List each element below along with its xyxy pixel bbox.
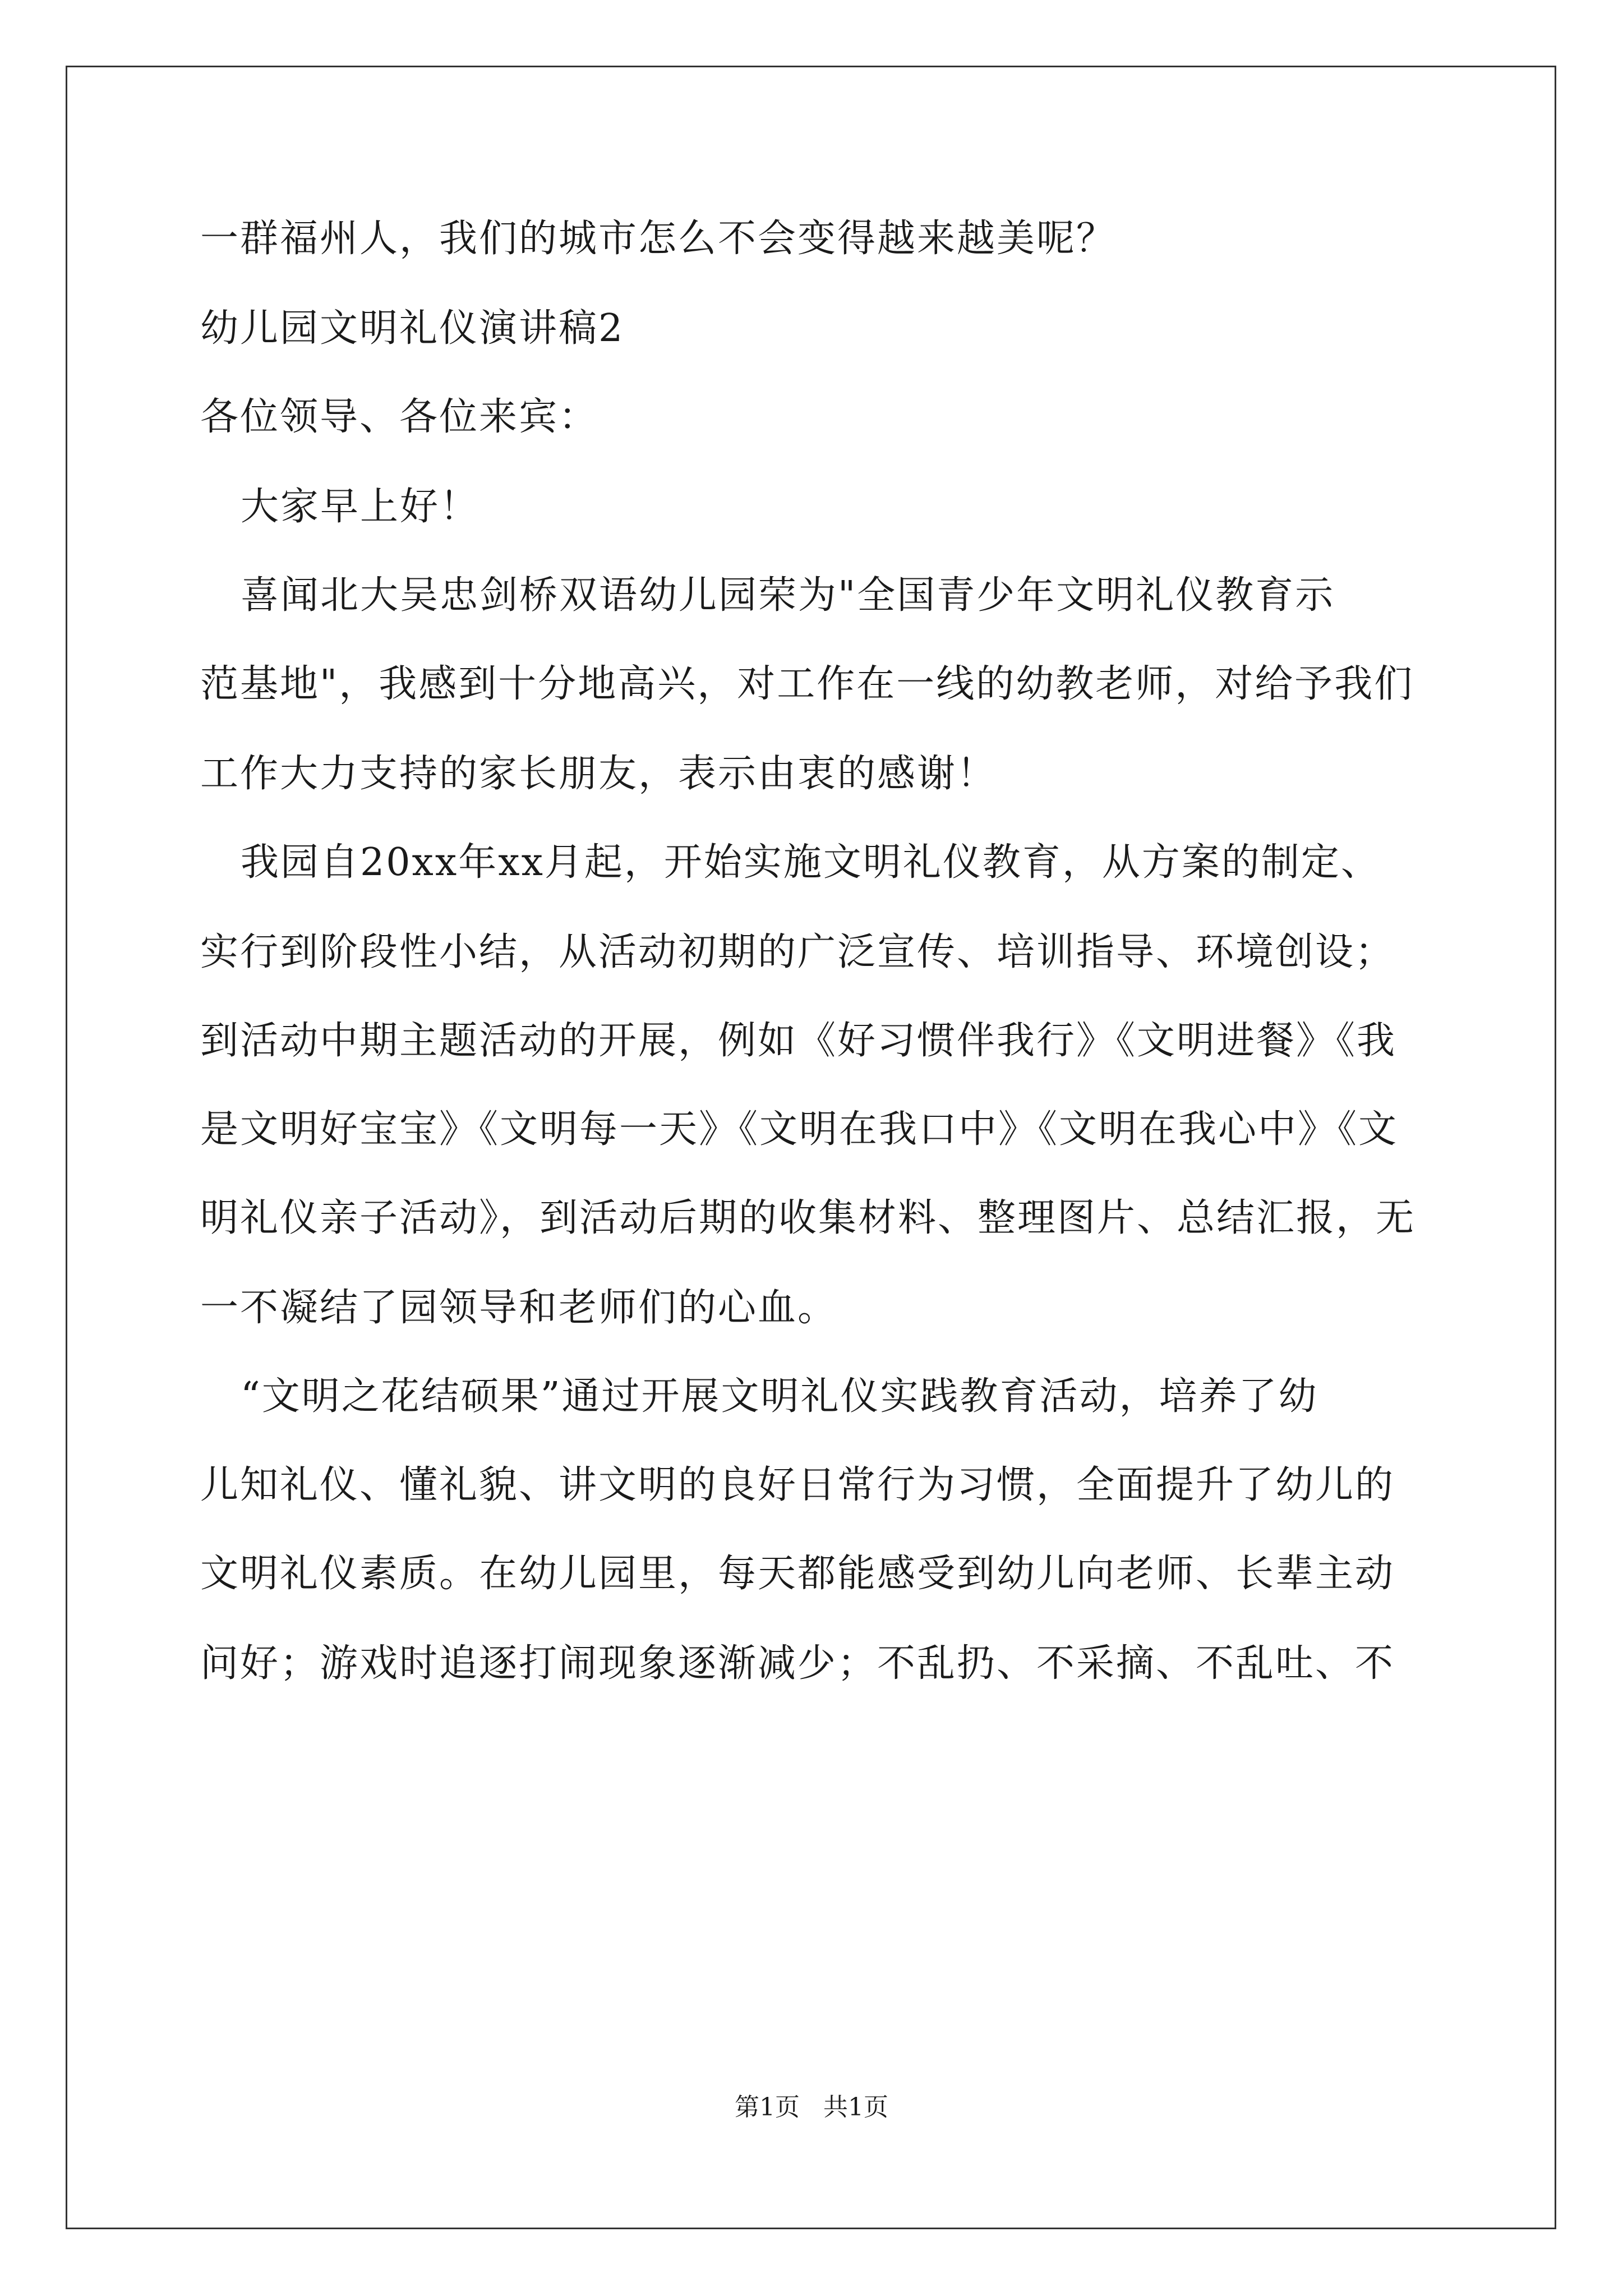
text-line: 我园自20xx年xx月起，开始实施文明礼仪教育，从方案的制定、: [241, 840, 1381, 885]
text-line: 范基地"，我感到十分地高兴，对工作在一线的幼教老师，对给予我们: [200, 662, 1414, 706]
text-line: 一群福州人，我们的城市怎么不会变得越来越美呢？: [200, 217, 1117, 261]
text-line: 是文明好宝宝》《文明每一天》《文明在我口中》《文明在我心中》《文: [200, 1107, 1399, 1152]
greeting: 大家早上好！: [241, 485, 480, 529]
text-line: 明礼仪亲子活动》，到活动后期的收集材料、整理图片、总结汇报，无: [200, 1196, 1416, 1240]
text-line: 到活动中期主题活动的开展，例如《好习惯伴我行》《文明进餐》《我: [200, 1019, 1397, 1063]
text-line: 喜闻北大吴忠剑桥双语幼儿园荣为"全国青少年文明礼仪教育示: [241, 573, 1335, 618]
text-line: 儿知礼仪、懂礼貌、讲文明的良好日常行为习惯，全面提升了幼儿的: [200, 1463, 1395, 1507]
salutation: 各位领导、各位来宾：: [200, 395, 599, 439]
section-title: 幼儿园文明礼仪演讲稿2: [200, 306, 625, 351]
text-line: 工作大力支持的家长朋友，表示由衷的感谢！: [200, 752, 997, 796]
page-number: 第1页 共1页: [735, 2093, 888, 2122]
text-line: 问好；游戏时追逐打闹现象逐渐减少；不乱扔、不采摘、不乱吐、不: [200, 1641, 1395, 1686]
text-line: 文明礼仪素质。在幼儿园里，每天都能感受到幼儿向老师、长辈主动: [200, 1552, 1395, 1596]
text-line: 一不凝结了园领导和老师们的心血。: [200, 1286, 838, 1330]
text-line: 实行到阶段性小结，从活动初期的广泛宣传、培训指导、环境创设；: [200, 930, 1395, 974]
text-line: “文明之花结硕果”通过开展文明礼仪实践教育活动，培养了幼: [241, 1374, 1318, 1419]
